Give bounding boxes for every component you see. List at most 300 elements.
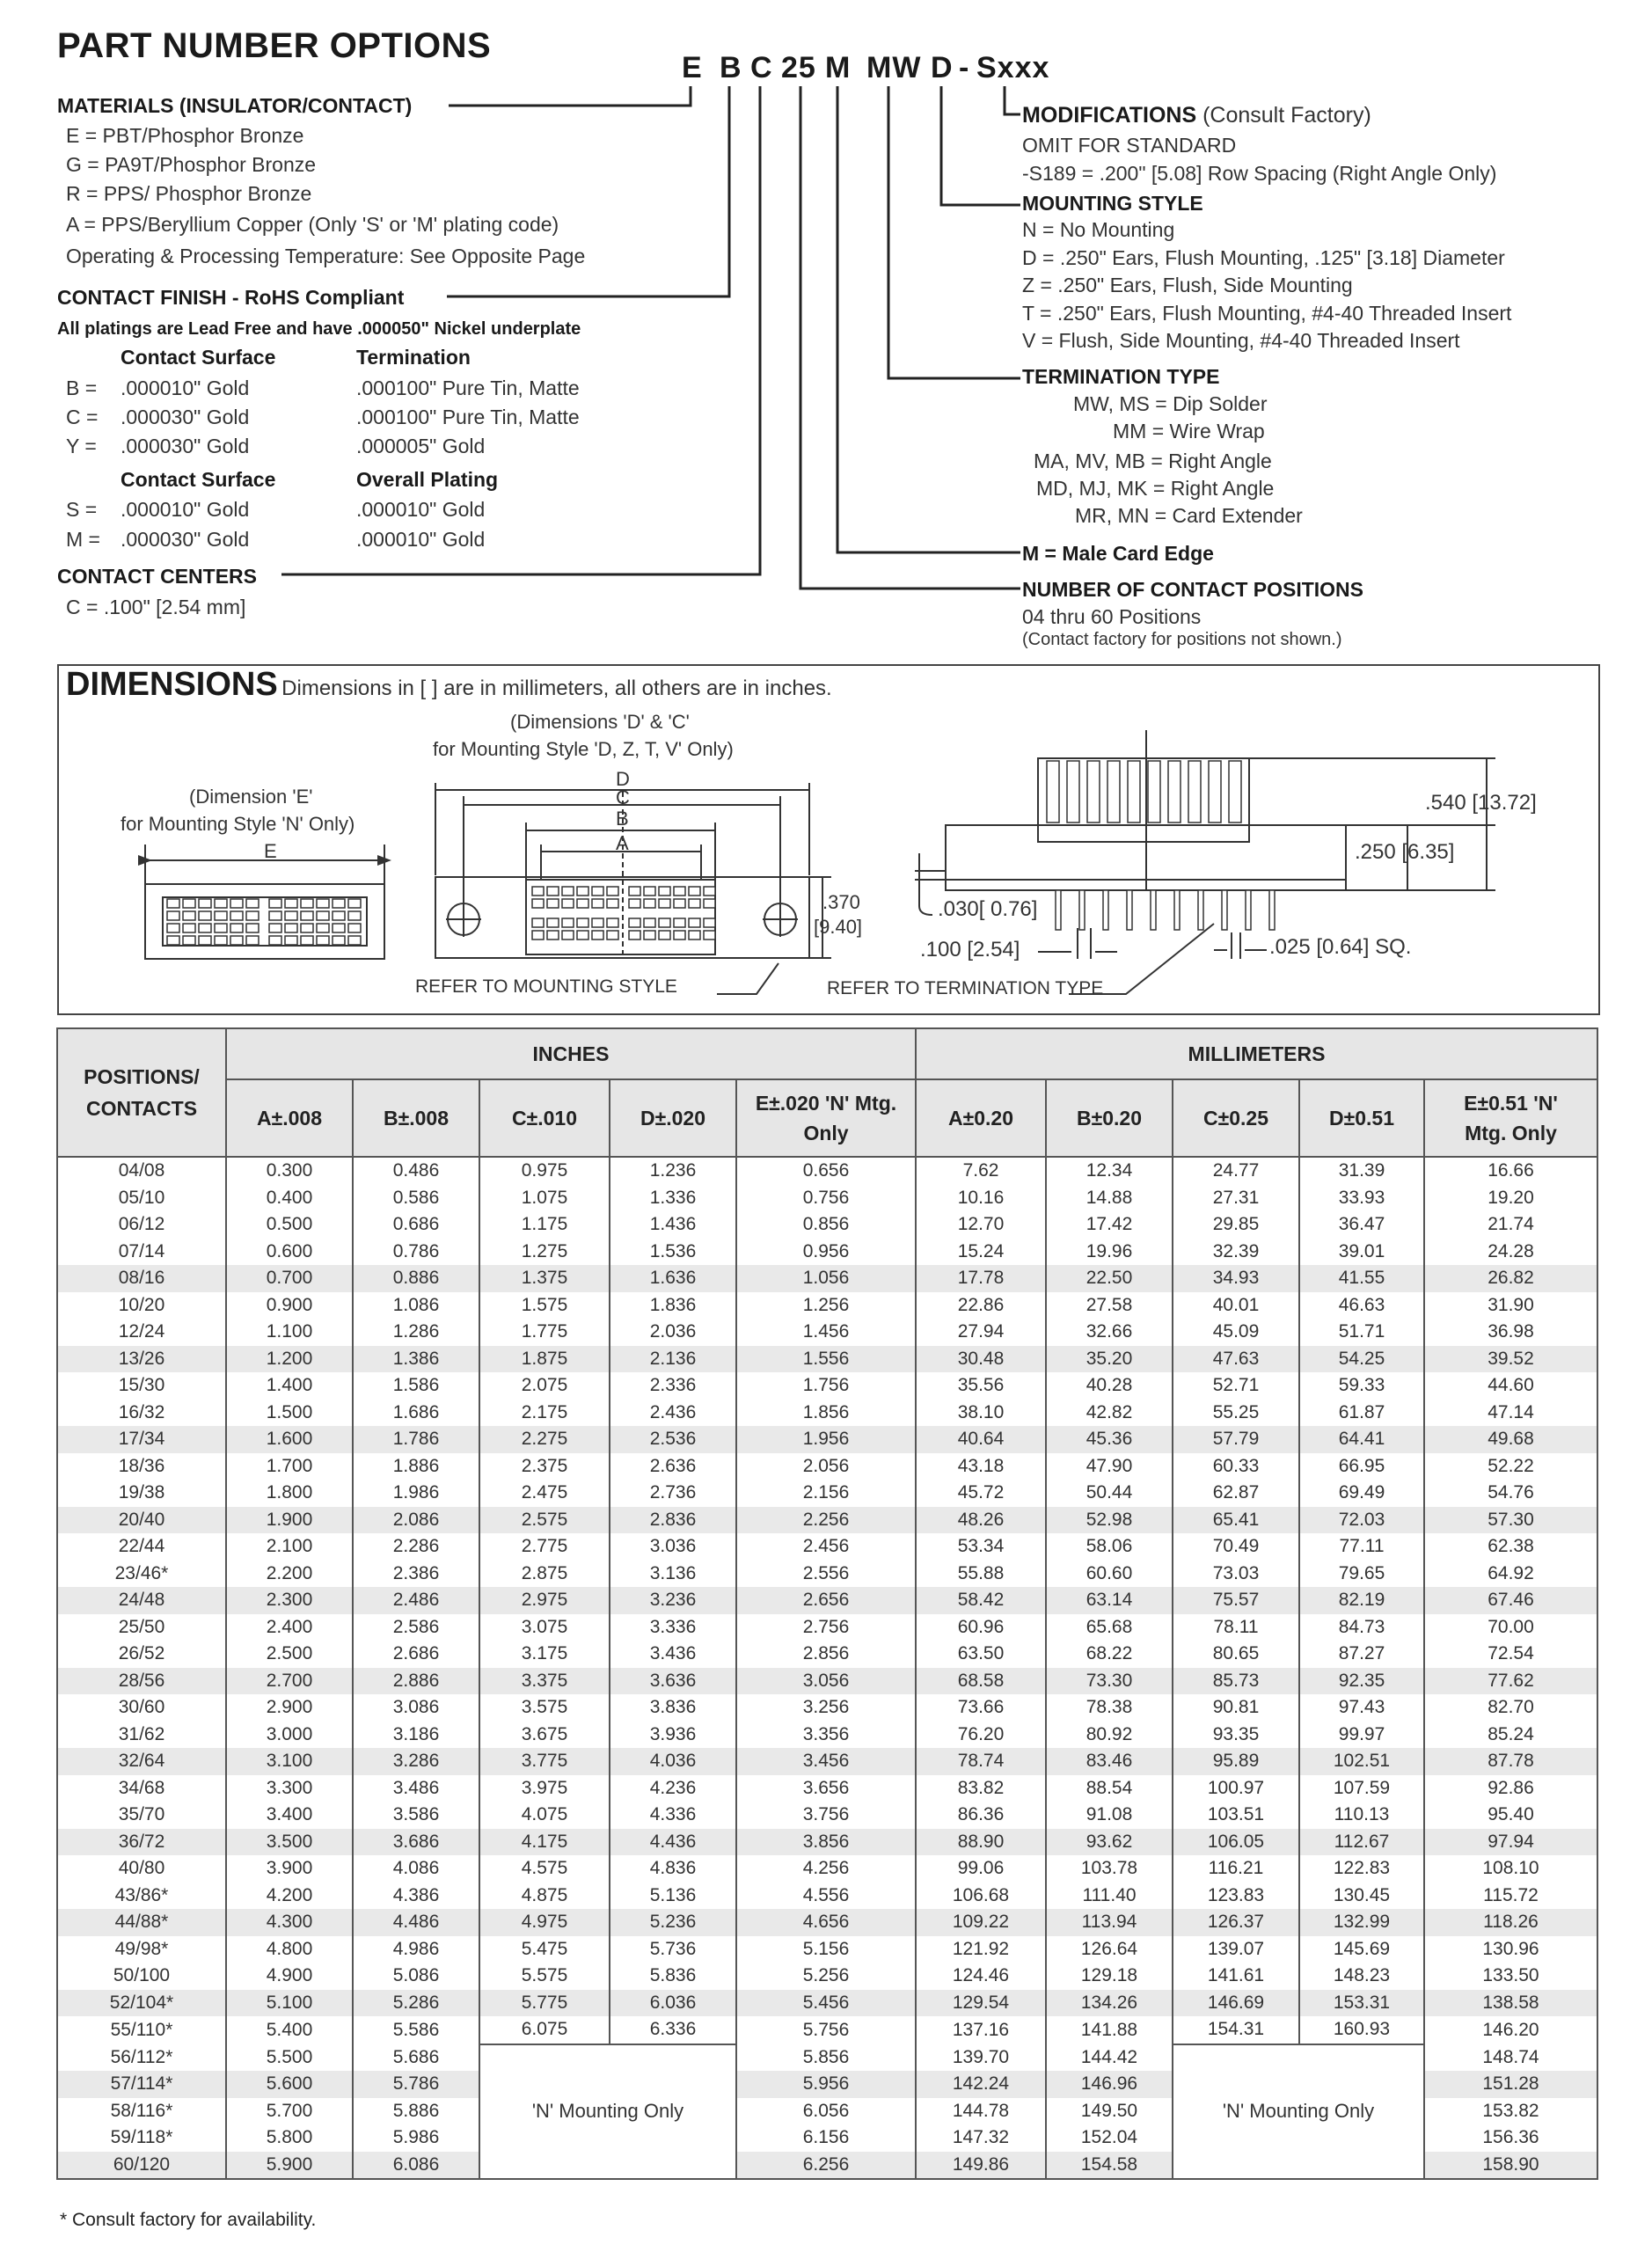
modifications-item: OMIT FOR STANDARD [1022, 134, 1237, 157]
table-cell: 12.70 [916, 1211, 1046, 1239]
table-cell: 5.836 [610, 1963, 736, 1990]
table-cell: 3.136 [610, 1561, 736, 1588]
table-cell: 3.100 [226, 1748, 353, 1775]
table-cell: 4.875 [479, 1883, 610, 1910]
table-cell: 21.74 [1424, 1211, 1597, 1239]
positions-cell: 22/44 [57, 1533, 226, 1561]
table-cell: 2.275 [479, 1426, 610, 1453]
table-cell: 4.556 [736, 1883, 916, 1910]
positions-cell: 23/46* [57, 1561, 226, 1588]
table-cell: 111.40 [1046, 1883, 1173, 1910]
table-cell: 1.286 [353, 1319, 479, 1346]
table-cell: 67.46 [1424, 1587, 1597, 1614]
table-cell: 60.33 [1173, 1453, 1299, 1481]
table-cell: 2.486 [353, 1587, 479, 1614]
table-cell: 2.686 [353, 1641, 479, 1668]
table-cell: 4.900 [226, 1963, 353, 1990]
table-cell: 73.03 [1173, 1561, 1299, 1588]
table-cell: 153.31 [1299, 1990, 1424, 2017]
table-cell: 31.90 [1424, 1292, 1597, 1320]
mounting-item: T = .250" Ears, Flush Mounting, #4-40 Threaded Insert [1022, 302, 1512, 325]
table-cell: 3.456 [736, 1748, 916, 1775]
table-cell: 70.00 [1424, 1614, 1597, 1641]
table-cell: 70.49 [1173, 1533, 1299, 1561]
positions-cell: 17/34 [57, 1426, 226, 1453]
finish-term: .000010" Gold [356, 498, 486, 521]
finish-code: Y = [66, 435, 97, 457]
table-cell: 14.88 [1046, 1185, 1173, 1212]
table-cell: 145.69 [1299, 1936, 1424, 1963]
table-cell: 5.236 [610, 1909, 736, 1936]
table-cell: 84.73 [1299, 1614, 1424, 1641]
table-cell: 39.01 [1299, 1239, 1424, 1266]
table-row [57, 1239, 1597, 1266]
table-cell: 3.075 [479, 1614, 610, 1641]
positions-cell: 19/38 [57, 1480, 226, 1507]
table-cell: 1.500 [226, 1400, 353, 1427]
table-cell: 0.956 [736, 1239, 916, 1266]
table-row [57, 1185, 1597, 1212]
dimensions-title: DIMENSIONS [66, 666, 278, 703]
positions-cell: 05/10 [57, 1185, 226, 1212]
table-cell: 68.22 [1046, 1641, 1173, 1668]
positions-cell: 26/52 [57, 1641, 226, 1668]
table-row [57, 1936, 1597, 1963]
table-cell: 2.256 [736, 1507, 916, 1534]
table-cell: 4.075 [479, 1802, 610, 1829]
part-options-title: PART NUMBER OPTIONS [57, 26, 492, 65]
table-cell: 100.97 [1173, 1775, 1299, 1802]
table-cell: 2.756 [736, 1614, 916, 1641]
table-cell: 51.71 [1299, 1319, 1424, 1346]
positions-cell: 31/62 [57, 1722, 226, 1749]
table-row [57, 1909, 1597, 1936]
millimeters-header: MILLIMETERS [916, 1028, 1597, 1079]
table-cell: 27.31 [1173, 1185, 1299, 1212]
table-row [57, 1802, 1597, 1829]
col-d-in: D±.020 [610, 1079, 736, 1157]
table-cell: 3.336 [610, 1614, 736, 1641]
table-cell: 132.99 [1299, 1909, 1424, 1936]
termination-item: MA, MV, MB = Right Angle [1034, 450, 1272, 472]
table-cell: 59.33 [1299, 1372, 1424, 1400]
table-cell: 1.775 [479, 1319, 610, 1346]
table-cell: 97.43 [1299, 1694, 1424, 1722]
table-cell: 1.875 [479, 1346, 610, 1373]
table-cell: 1.536 [610, 1239, 736, 1266]
positions-cell: 30/60 [57, 1694, 226, 1722]
table-cell: 45.72 [916, 1480, 1046, 1507]
table-cell: 133.50 [1424, 1963, 1597, 1990]
table-cell: 42.82 [1046, 1400, 1173, 1427]
positions-cell: 20/40 [57, 1507, 226, 1534]
table-cell: 12.34 [1046, 1157, 1173, 1185]
modifications-note: (Consult Factory) [1202, 103, 1371, 128]
table-cell: 57.79 [1173, 1426, 1299, 1453]
positions-cell: 35/70 [57, 1802, 226, 1829]
table-cell: 61.87 [1299, 1400, 1424, 1427]
table-cell: 2.736 [610, 1480, 736, 1507]
table-cell: 1.100 [226, 1319, 353, 1346]
table-row [57, 1265, 1597, 1292]
finish-code: B = [66, 377, 98, 399]
table-cell: 118.26 [1424, 1909, 1597, 1936]
table-cell: 4.300 [226, 1909, 353, 1936]
table-cell: 78.38 [1046, 1694, 1173, 1722]
table-cell: 86.36 [916, 1802, 1046, 1829]
table-row [57, 1748, 1597, 1775]
table-cell: 2.456 [736, 1533, 916, 1561]
finish-col-surface: Contact Surface [121, 346, 276, 369]
finish-surface: .000010" Gold [121, 498, 250, 521]
finish-col-surface-2: Contact Surface [121, 468, 276, 491]
table-cell: 3.000 [226, 1722, 353, 1749]
table-cell: 0.756 [736, 1185, 916, 1212]
table-cell: 4.436 [610, 1829, 736, 1856]
positions-cell: 34/68 [57, 1775, 226, 1802]
table-cell: 1.836 [610, 1292, 736, 1320]
table-cell: 3.575 [479, 1694, 610, 1722]
table-cell: 41.55 [1299, 1265, 1424, 1292]
dim-030: .030[ 0.76] [938, 897, 1038, 921]
table-cell: 1.386 [353, 1346, 479, 1373]
table-cell: 85.24 [1424, 1722, 1597, 1749]
table-cell: 2.336 [610, 1372, 736, 1400]
table-cell: 109.22 [916, 1909, 1046, 1936]
mounting-heading: MOUNTING STYLE [1022, 192, 1203, 215]
table-cell: 1.800 [226, 1480, 353, 1507]
table-cell: 0.975 [479, 1157, 610, 1185]
table-cell: 1.275 [479, 1239, 610, 1266]
table-cell: 66.95 [1299, 1453, 1424, 1481]
table-cell: 80.92 [1046, 1722, 1173, 1749]
materials-item: R = PPS/ Phosphor Bronze [66, 182, 312, 205]
table-cell: 6.086 [353, 2152, 479, 2180]
positions-cell: 10/20 [57, 1292, 226, 1320]
table-row [57, 1507, 1597, 1534]
table-cell: 39.52 [1424, 1346, 1597, 1373]
n-mounting-only-cell: 'N' Mounting Only [479, 2044, 736, 2180]
table-cell: 5.256 [736, 1963, 916, 1990]
table-cell: 1.200 [226, 1346, 353, 1373]
table-cell: 106.05 [1173, 1829, 1299, 1856]
table-cell: 141.61 [1173, 1963, 1299, 1990]
table-cell: 55.25 [1173, 1400, 1299, 1427]
table-cell: 88.54 [1046, 1775, 1173, 1802]
table-cell: 27.94 [916, 1319, 1046, 1346]
table-cell: 3.036 [610, 1533, 736, 1561]
positions-item: 04 thru 60 Positions [1022, 605, 1202, 628]
positions-cell: 57/114* [57, 2071, 226, 2098]
table-cell: 62.87 [1173, 1480, 1299, 1507]
table-cell: 1.575 [479, 1292, 610, 1320]
table-cell: 57.30 [1424, 1507, 1597, 1534]
table-cell: 4.836 [610, 1855, 736, 1883]
finish-term: .000005" Gold [356, 435, 486, 457]
table-cell: 1.086 [353, 1292, 479, 1320]
positions-cell: 32/64 [57, 1748, 226, 1775]
dimensions-subtitle: Dimensions in [ ] are in millimeters, all others are in inches. [281, 676, 832, 700]
table-cell: 6.056 [736, 2098, 916, 2125]
table-cell: 154.58 [1046, 2152, 1173, 2180]
table-cell: 24.28 [1424, 1239, 1597, 1266]
table-cell: 93.35 [1173, 1722, 1299, 1749]
table-cell: 5.136 [610, 1883, 736, 1910]
table-cell: 113.94 [1046, 1909, 1173, 1936]
table-row [57, 1292, 1597, 1320]
table-cell: 138.58 [1424, 1990, 1597, 2017]
table-cell: 2.375 [479, 1453, 610, 1481]
table-cell: 33.93 [1299, 1185, 1424, 1212]
table-cell: 2.086 [353, 1507, 479, 1534]
table-cell: 2.175 [479, 1400, 610, 1427]
table-cell: 22.50 [1046, 1265, 1173, 1292]
table-cell: 40.28 [1046, 1372, 1173, 1400]
table-cell: 0.856 [736, 1211, 916, 1239]
table-cell: 0.400 [226, 1185, 353, 1212]
table-cell: 3.175 [479, 1641, 610, 1668]
table-cell: 3.686 [353, 1829, 479, 1856]
col-a-mm: A±0.20 [916, 1079, 1046, 1157]
table-cell: 2.586 [353, 1614, 479, 1641]
table-cell: 4.256 [736, 1855, 916, 1883]
col-e-mm: E±0.51 'N' Mtg. Only [1424, 1079, 1597, 1157]
table-cell: 2.700 [226, 1668, 353, 1695]
code-male: M [825, 51, 852, 84]
table-cell: 1.600 [226, 1426, 353, 1453]
table-cell: 1.856 [736, 1400, 916, 1427]
finish-code: S = [66, 498, 98, 521]
table-cell: 139.70 [916, 2044, 1046, 2072]
table-cell: 1.986 [353, 1480, 479, 1507]
table-cell: 92.86 [1424, 1775, 1597, 1802]
table-cell: 0.900 [226, 1292, 353, 1320]
table-row [57, 1561, 1597, 1588]
table-cell: 5.800 [226, 2124, 353, 2152]
table-row [57, 1319, 1597, 1346]
table-cell: 1.786 [353, 1426, 479, 1453]
modifications-heading: MODIFICATIONS [1022, 103, 1197, 128]
table-cell: 116.21 [1173, 1855, 1299, 1883]
table-cell: 36.47 [1299, 1211, 1424, 1239]
table-cell: 47.90 [1046, 1453, 1173, 1481]
note-dim-dc-2: for Mounting Style 'D, Z, T, V' Only) [433, 738, 734, 760]
table-cell: 2.286 [353, 1533, 479, 1561]
table-cell: 46.63 [1299, 1292, 1424, 1320]
table-cell: 44.60 [1424, 1372, 1597, 1400]
materials-item: A = PPS/Beryllium Copper (Only 'S' or 'M' plating code) [66, 213, 559, 236]
positions-note: (Contact factory for positions not shown.) [1022, 630, 1342, 649]
table-cell: 0.686 [353, 1211, 479, 1239]
table-cell: 1.636 [610, 1265, 736, 1292]
table-cell: 1.436 [610, 1211, 736, 1239]
table-cell: 2.775 [479, 1533, 610, 1561]
table-cell: 4.175 [479, 1829, 610, 1856]
table-row [57, 1614, 1597, 1641]
table-cell: 31.39 [1299, 1157, 1424, 1185]
table-cell: 3.636 [610, 1668, 736, 1695]
table-cell: 99.06 [916, 1855, 1046, 1883]
table-cell: 4.986 [353, 1936, 479, 1963]
table-cell: 95.89 [1173, 1748, 1299, 1775]
dim-025: .025 [0.64] SQ. [1269, 935, 1412, 959]
table-cell: 4.200 [226, 1883, 353, 1910]
positions-cell: 06/12 [57, 1211, 226, 1239]
table-cell: 36.98 [1424, 1319, 1597, 1346]
table-cell: 0.600 [226, 1239, 353, 1266]
positions-cell: 15/30 [57, 1372, 226, 1400]
finish-term: .000100" Pure Tin, Matte [356, 377, 580, 399]
table-cell: 5.900 [226, 2152, 353, 2180]
table-cell: 129.54 [916, 1990, 1046, 2017]
table-cell: 5.886 [353, 2098, 479, 2125]
table-cell: 5.700 [226, 2098, 353, 2125]
mounting-item: N = No Mounting [1022, 218, 1175, 241]
table-cell: 1.056 [736, 1265, 916, 1292]
table-cell: 16.66 [1424, 1157, 1597, 1185]
table-cell: 0.700 [226, 1265, 353, 1292]
table-cell: 77.62 [1424, 1668, 1597, 1695]
table-cell: 5.600 [226, 2071, 353, 2098]
positions-cell: 12/24 [57, 1319, 226, 1346]
table-row [57, 1211, 1597, 1239]
table-cell: 72.03 [1299, 1507, 1424, 1534]
dim-letter-a: A [616, 832, 629, 854]
note-dim-e-1: (Dimension 'E' [189, 786, 313, 808]
table-cell: 3.256 [736, 1694, 916, 1722]
table-cell: 3.300 [226, 1775, 353, 1802]
finish-surface: .000030" Gold [121, 528, 250, 551]
table-cell: 139.07 [1173, 1936, 1299, 1963]
table-cell: 5.400 [226, 2016, 353, 2044]
table-cell: 68.58 [916, 1668, 1046, 1695]
table-cell: 4.336 [610, 1802, 736, 1829]
termination-item: MW, MS = Dip Solder [1073, 392, 1268, 415]
table-cell: 0.300 [226, 1157, 353, 1185]
materials-item: E = PBT/Phosphor Bronze [66, 124, 304, 147]
table-cell: 49.68 [1424, 1426, 1597, 1453]
table-cell: 32.39 [1173, 1239, 1299, 1266]
table-cell: 52.22 [1424, 1453, 1597, 1481]
table-cell: 134.26 [1046, 1990, 1173, 2017]
table-cell: 2.200 [226, 1561, 353, 1588]
table-cell: 2.836 [610, 1507, 736, 1534]
positions-cell: 36/72 [57, 1829, 226, 1856]
col-a-in: A±.008 [226, 1079, 353, 1157]
table-cell: 3.775 [479, 1748, 610, 1775]
table-cell: 6.075 [479, 2016, 610, 2044]
table-cell: 152.04 [1046, 2124, 1173, 2152]
positions-cell: 28/56 [57, 1668, 226, 1695]
table-cell: 85.73 [1173, 1668, 1299, 1695]
finish-col-termination: Termination [356, 346, 471, 369]
table-cell: 2.100 [226, 1533, 353, 1561]
table-cell: 2.856 [736, 1641, 916, 1668]
termination-item: MR, MN = Card Extender [1075, 504, 1303, 527]
table-cell: 108.10 [1424, 1855, 1597, 1883]
table-cell: 5.986 [353, 2124, 479, 2152]
table-cell: 5.286 [353, 1990, 479, 2017]
n-mounting-only-cell: 'N' Mounting Only [1173, 2044, 1424, 2180]
positions-cell: 04/08 [57, 1157, 226, 1185]
positions-cell: 40/80 [57, 1855, 226, 1883]
table-cell: 1.756 [736, 1372, 916, 1400]
mounting-item: Z = .250" Ears, Flush, Side Mounting [1022, 274, 1353, 296]
table-cell: 83.82 [916, 1775, 1046, 1802]
table-cell: 47.14 [1424, 1400, 1597, 1427]
table-cell: 2.536 [610, 1426, 736, 1453]
table-cell: 1.900 [226, 1507, 353, 1534]
note-dim-e-2: for Mounting Style 'N' Only) [121, 813, 355, 835]
termination-item: MM = Wire Wrap [1113, 420, 1265, 442]
table-cell: 54.76 [1424, 1480, 1597, 1507]
table-cell: 82.19 [1299, 1587, 1424, 1614]
table-cell: 1.686 [353, 1400, 479, 1427]
table-cell: 149.50 [1046, 2098, 1173, 2125]
table-row [57, 1883, 1597, 1910]
footnote: * Consult factory for availability. [60, 2210, 317, 2230]
table-cell: 0.500 [226, 1211, 353, 1239]
table-cell: 63.50 [916, 1641, 1046, 1668]
table-cell: 19.20 [1424, 1185, 1597, 1212]
table-cell: 2.975 [479, 1587, 610, 1614]
table-cell: 47.63 [1173, 1346, 1299, 1373]
table-cell: 123.83 [1173, 1883, 1299, 1910]
code-mounting: D [931, 51, 954, 84]
table-cell: 3.856 [736, 1829, 916, 1856]
finish-surface: .000030" Gold [121, 406, 250, 428]
table-cell: 64.41 [1299, 1426, 1424, 1453]
table-cell: 110.13 [1299, 1802, 1424, 1829]
table-cell: 156.36 [1424, 2124, 1597, 2152]
table-cell: 52.98 [1046, 1507, 1173, 1534]
positions-cell: 44/88* [57, 1909, 226, 1936]
table-cell: 73.66 [916, 1694, 1046, 1722]
dim-100: .100 [2.54] [920, 938, 1020, 961]
table-cell: 43.18 [916, 1453, 1046, 1481]
table-cell: 99.97 [1299, 1722, 1424, 1749]
table-cell: 38.10 [916, 1400, 1046, 1427]
table-cell: 158.90 [1424, 2152, 1597, 2180]
table-cell: 3.186 [353, 1722, 479, 1749]
dim-letter-e: E [264, 840, 277, 862]
table-cell: 146.96 [1046, 2071, 1173, 2098]
table-cell: 87.27 [1299, 1641, 1424, 1668]
table-cell: 32.66 [1046, 1319, 1173, 1346]
table-cell: 80.65 [1173, 1641, 1299, 1668]
table-cell: 3.500 [226, 1829, 353, 1856]
dimensions-header [66, 666, 832, 704]
table-cell: 5.736 [610, 1936, 736, 1963]
table-cell: 4.656 [736, 1909, 916, 1936]
table-row [57, 1480, 1597, 1507]
finish-surface: .000030" Gold [121, 435, 250, 457]
table-row [57, 1990, 1597, 2017]
table-cell: 3.436 [610, 1641, 736, 1668]
dim-540: .540 [13.72] [1425, 791, 1537, 815]
table-cell: 63.14 [1046, 1587, 1173, 1614]
positions-cell: 07/14 [57, 1239, 226, 1266]
table-cell: 1.886 [353, 1453, 479, 1481]
table-cell: 3.586 [353, 1802, 479, 1829]
table-row [57, 1694, 1597, 1722]
table-cell: 5.956 [736, 2071, 916, 2098]
finish-heading: CONTACT FINISH - RoHS Compliant [57, 286, 405, 309]
table-cell: 2.636 [610, 1453, 736, 1481]
table-cell: 2.436 [610, 1400, 736, 1427]
table-cell: 87.78 [1424, 1748, 1597, 1775]
table-cell: 54.25 [1299, 1346, 1424, 1373]
